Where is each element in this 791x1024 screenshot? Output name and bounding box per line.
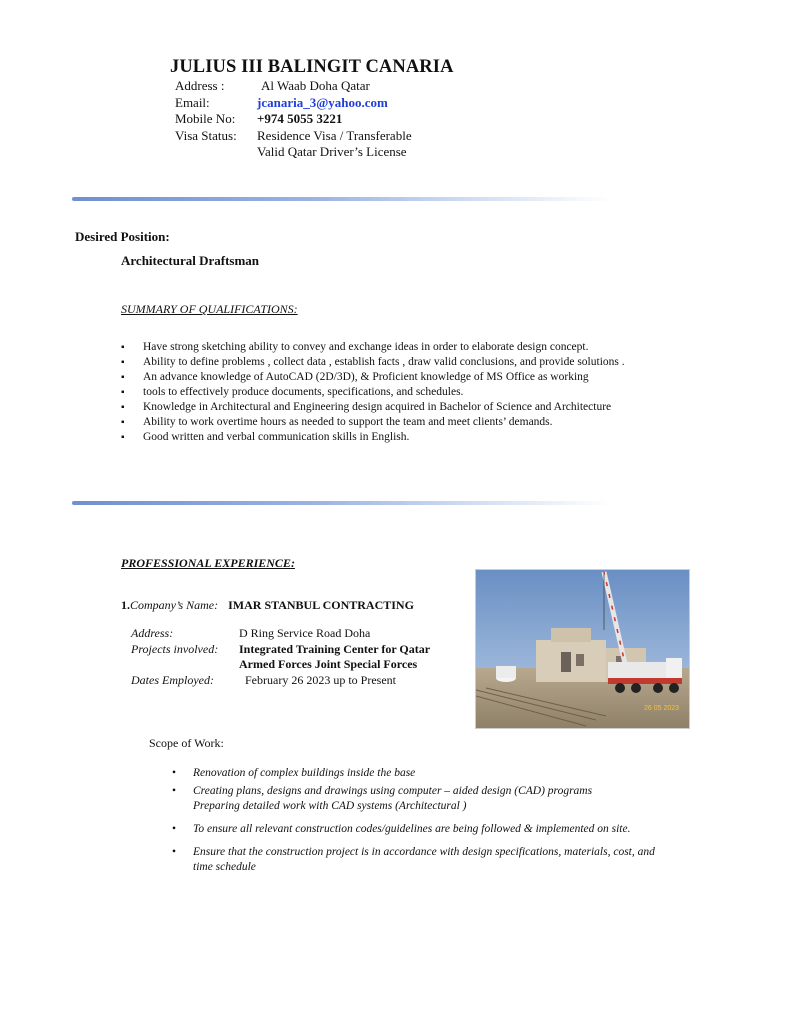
dates-label: Dates Employed: (131, 672, 214, 687)
candidate-name: JULIUS III BALINGIT CANARIA (170, 57, 454, 77)
scope-list (172, 766, 732, 878)
desired-position-label: Desired Position: (75, 229, 170, 244)
desired-position-value: Architectural Draftsman (121, 253, 260, 268)
list-item-continuation: ▪ tools to effectively produce documents, specifications, and schedules. (121, 385, 721, 400)
scope-line: Preparing detailed work with CAD systems (Architectural ) (193, 800, 467, 812)
email-label: Email: (175, 94, 210, 110)
job-address-value: D Ring Service Road Doha (239, 626, 371, 640)
scope-line: time schedule (193, 861, 256, 873)
scope-line: Creating plans, designs and drawings using computer – aided design (CAD) programs (193, 785, 593, 797)
photo-date-stamp: 26 05 2023 (644, 705, 680, 712)
qualifications-list (121, 340, 721, 445)
dates-value: February 26 2023 up to Present (245, 672, 396, 687)
list-item: ▪ Have strong sketching ability to convey and exchange ideas in order to elaborate design concept. (121, 340, 721, 355)
email-link[interactable]: jcanaria_3@yahoo.com (257, 94, 388, 110)
company-line (121, 598, 414, 613)
scope-label: Scope of Work: (149, 736, 224, 750)
job-details (131, 626, 430, 688)
list-item (172, 845, 732, 875)
contact-block (175, 78, 412, 161)
company-name: IMAR STANBUL CONTRACTING (228, 598, 414, 612)
project-line-2: Armed Forces Joint Special Forces (239, 657, 418, 671)
address-value: Al Waab Doha Qatar (261, 78, 370, 93)
list-item: • To ensure all relevant construction codes/guidelines are being followed & implemented on site. (172, 822, 732, 837)
section-divider (72, 501, 612, 505)
list-item: ▪ Ability to work overtime hours as needed to support the team and meet clients’ demands. (121, 415, 721, 430)
visa-value: Residence Visa / Transferable (257, 127, 412, 143)
project-line-1: Integrated Training Center for Qatar (239, 641, 431, 656)
job-address-label: Address: (131, 626, 174, 640)
scope-line: Ensure that the construction project is in accordance with design specifications, materials, cost, and (193, 846, 655, 858)
list-item: ▪ Good written and verbal communication skills in English. (121, 430, 721, 445)
summary-title: SUMMARY OF QUALIFICATIONS: (121, 302, 298, 316)
company-label: Company’s Name: (130, 598, 219, 612)
license-value: Valid Qatar Driver’s License (257, 144, 407, 159)
list-item (172, 784, 732, 814)
entry-number: 1. (121, 598, 130, 612)
projects-label: Projects involved: (131, 641, 219, 656)
list-item: ▪ Ability to define problems , collect data , establish facts , draw valid conclusions, and provide solutions . (121, 355, 721, 370)
visa-label: Visa Status: (175, 127, 237, 143)
section-divider (72, 197, 612, 201)
list-item: ▪ An advance knowledge of AutoCAD (2D/3D), & Proficient knowledge of MS Office as working (121, 370, 721, 385)
address-label: Address : (175, 78, 225, 93)
mobile-label: Mobile No: (175, 111, 236, 126)
list-item: ▪ Knowledge in Architectural and Engineering design acquired in Bachelor of Science and Architecture (121, 400, 721, 415)
construction-site-photo (475, 569, 690, 729)
experience-title: PROFESSIONAL EXPERIENCE: (121, 556, 295, 570)
list-item: • Renovation of complex buildings inside the base (172, 766, 732, 781)
mobile-value: +974 5055 3221 (257, 111, 343, 126)
